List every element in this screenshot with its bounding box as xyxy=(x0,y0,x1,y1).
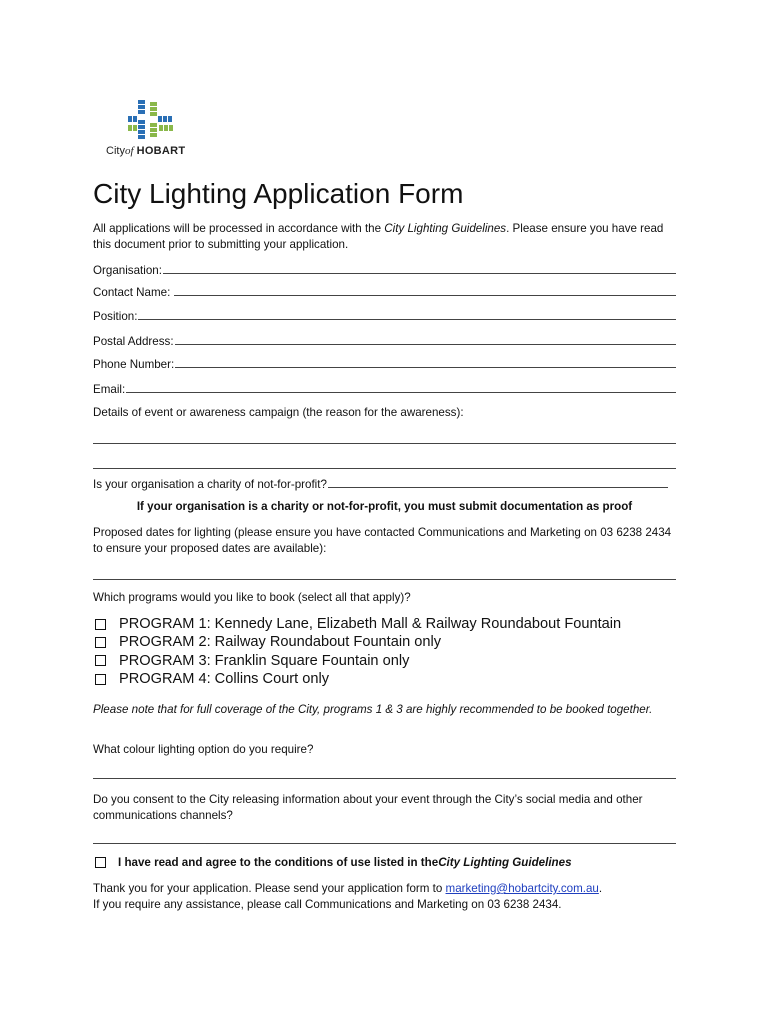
intro-text-before: All applications will be processed in accordance with the xyxy=(93,222,385,235)
programs-note: Please note that for full coverage of the City, programs 1 & 3 are highly recommended to be booked together. xyxy=(93,703,653,716)
phone-number-field[interactable] xyxy=(93,356,676,372)
charity-input-line[interactable] xyxy=(328,476,668,488)
logo-city: City xyxy=(106,145,125,157)
phone-number-label: Phone Number: xyxy=(93,358,175,371)
position-input-line[interactable] xyxy=(138,308,676,320)
intro-text-after: . Please ensure you have read this document prior to submitting your application. xyxy=(93,222,664,251)
marketing-email-link[interactable]: marketing@hobartcity.com.au xyxy=(445,882,599,895)
email-label: Email: xyxy=(93,383,126,396)
program-2-checkbox[interactable] xyxy=(95,637,106,648)
program-list xyxy=(93,615,693,688)
closing-assistance-text: If you require any assistance, please call Communications and Marketing on 03 6238 2434. xyxy=(93,898,562,911)
organisation-label: Organisation: xyxy=(93,264,162,277)
postal-address-label: Postal Address: xyxy=(93,335,174,348)
closing-text-before: Thank you for your application. Please send your application form to xyxy=(93,882,446,895)
postal-address-input-line[interactable] xyxy=(175,333,676,345)
consent-question: Do you consent to the City releasing information about your event through the City’s social media and other communications channels? xyxy=(93,793,643,822)
page-title: City Lighting Application Form xyxy=(93,178,464,209)
program-3-checkbox[interactable] xyxy=(95,655,106,666)
details-input-line-1[interactable] xyxy=(93,443,676,444)
program-option-1[interactable] xyxy=(93,615,693,633)
agree-checkbox[interactable] xyxy=(95,857,106,868)
contact-name-label: Contact Name: xyxy=(93,286,171,299)
agree-checkbox-row[interactable] xyxy=(93,856,572,869)
closing-text-after: . xyxy=(598,882,603,895)
programs-question: Which programs would you like to book (select all that apply)? xyxy=(93,591,411,604)
program-4-label: PROGRAM 4: Collins Court only xyxy=(119,671,330,688)
proposed-dates-label: Proposed dates for lighting (please ensure you have contacted Communications and Marketing on 03 6238 2434 to ensure your proposed dates are available): xyxy=(93,526,672,555)
email-field[interactable] xyxy=(93,381,676,397)
program-option-3[interactable] xyxy=(93,652,693,670)
colour-input-line[interactable] xyxy=(93,778,676,779)
position-field[interactable] xyxy=(93,308,676,324)
charity-question: Is your organisation a charity of not-for-profit? xyxy=(93,478,327,491)
program-2-label: PROGRAM 2: Railway Roundabout Fountain only xyxy=(119,634,442,651)
program-1-label: PROGRAM 1: Kennedy Lane, Elizabeth Mall & Railway Roundabout Fountain xyxy=(119,616,622,633)
program-option-4[interactable] xyxy=(93,670,693,688)
charity-notice: If your organisation is a charity or not-for-profit, you must submit documentation as proof xyxy=(136,500,633,513)
hobart-cross-logo-icon xyxy=(128,99,174,145)
logo-hobart: HOBART xyxy=(136,145,186,157)
program-option-2[interactable] xyxy=(93,633,693,651)
city-of-hobart-logo xyxy=(106,99,198,161)
charity-field[interactable] xyxy=(93,476,676,492)
details-label: Details of event or awareness campaign (the reason for the awareness): xyxy=(93,406,464,419)
agree-guidelines: City Lighting Guidelines xyxy=(438,856,572,869)
intro-paragraph xyxy=(93,221,683,253)
agree-text: I have read and agree to the conditions of use listed in the xyxy=(118,856,439,869)
organisation-input-line[interactable] xyxy=(163,262,676,274)
position-label: Position: xyxy=(93,310,138,323)
phone-number-input-line[interactable] xyxy=(175,356,676,368)
program-4-checkbox[interactable] xyxy=(95,674,106,685)
logo-wordmark xyxy=(106,145,185,157)
logo-of: of xyxy=(124,145,134,157)
email-input-line[interactable] xyxy=(126,381,676,393)
proposed-dates-input-line[interactable] xyxy=(93,579,676,580)
program-3-label: PROGRAM 3: Franklin Square Fountain only xyxy=(119,652,410,669)
postal-address-field[interactable] xyxy=(93,333,676,349)
program-1-checkbox[interactable] xyxy=(95,619,106,630)
organisation-field[interactable] xyxy=(93,262,676,278)
contact-name-field[interactable] xyxy=(93,284,676,300)
colour-question: What colour lighting option do you require? xyxy=(93,743,314,756)
contact-name-input-line[interactable] xyxy=(174,284,676,296)
consent-input-line[interactable] xyxy=(93,843,676,844)
details-input-line-2[interactable] xyxy=(93,468,676,469)
intro-guidelines: City Lighting Guidelines xyxy=(384,222,507,235)
closing-paragraph xyxy=(93,881,693,913)
